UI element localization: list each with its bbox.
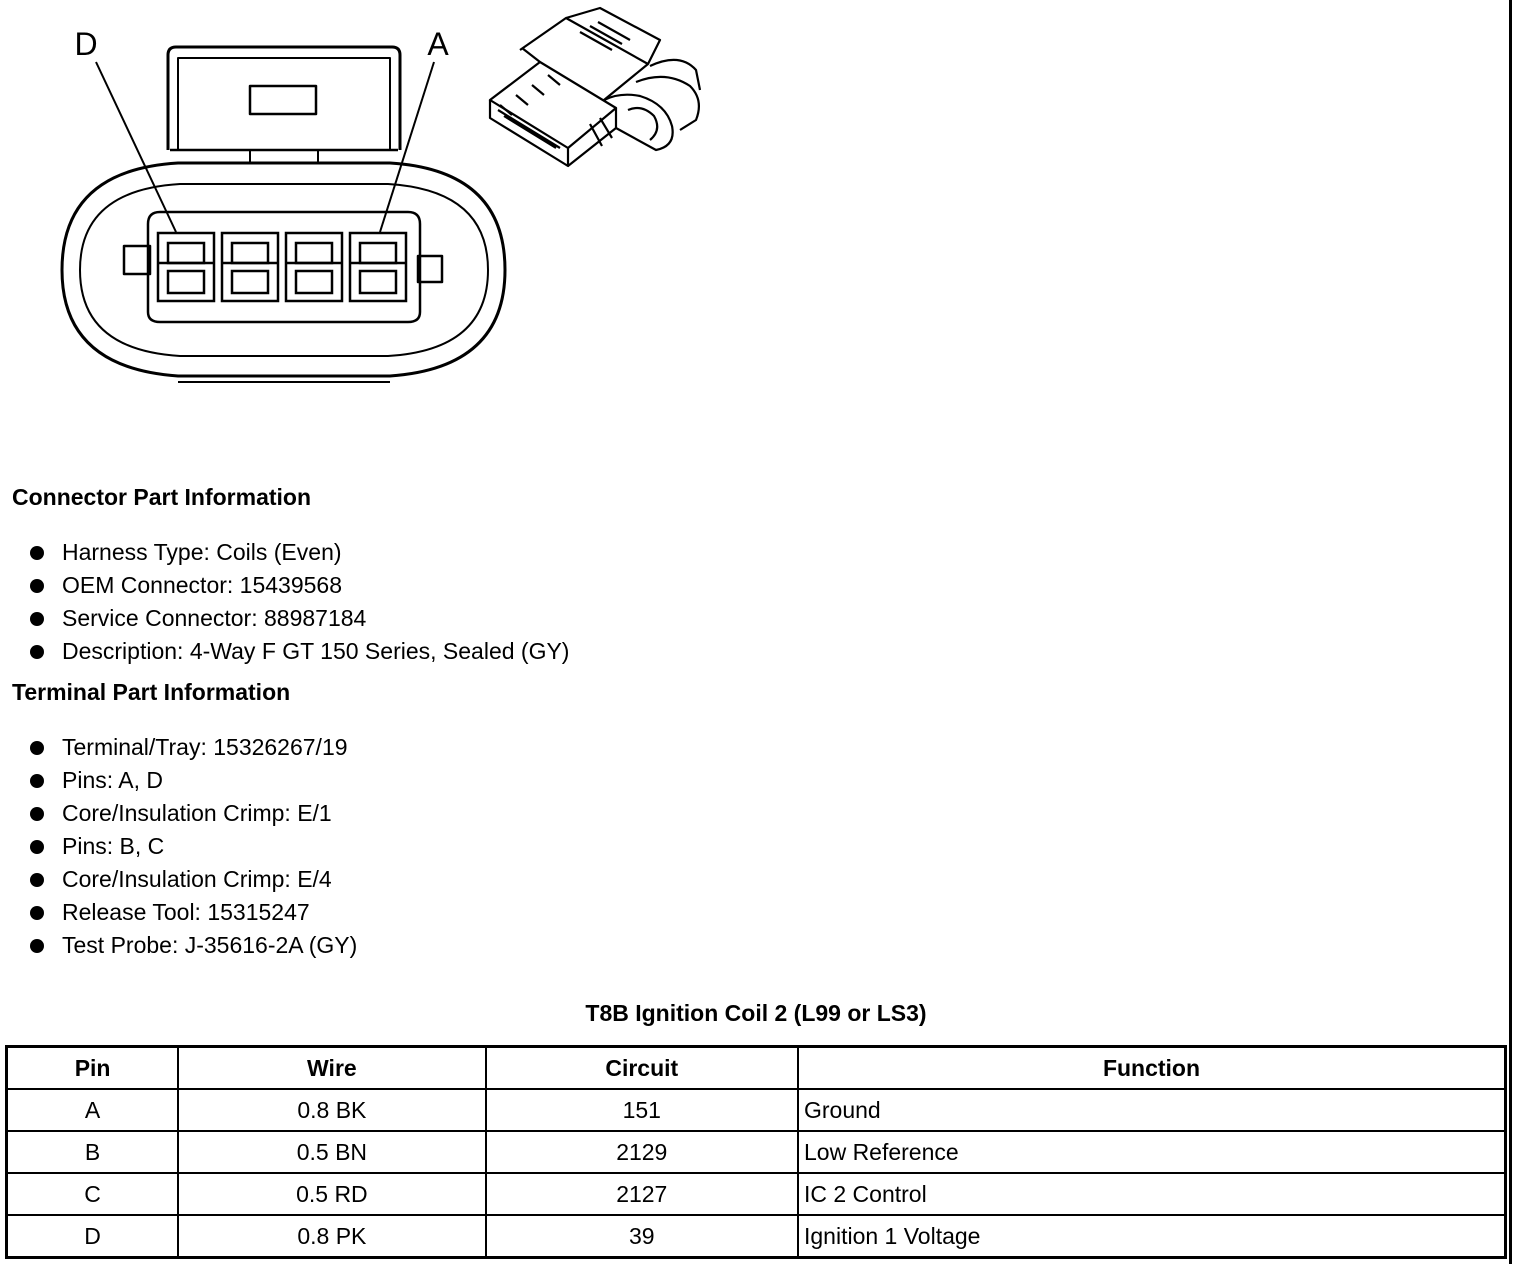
list-item: Description: 4-Way F GT 150 Series, Sealed (GY)	[28, 635, 569, 668]
list-item: Pins: A, D	[28, 764, 357, 797]
table-row	[7, 1131, 1506, 1173]
cell-function: Low Reference	[798, 1131, 1506, 1173]
list-item: Core/Insulation Crimp: E/4	[28, 863, 357, 896]
cell-function: IC 2 Control	[798, 1173, 1506, 1215]
table-row	[7, 1089, 1506, 1131]
connector-diagram	[0, 0, 760, 430]
cell-wire: 0.5 RD	[178, 1173, 485, 1215]
cell-wire: 0.8 BK	[178, 1089, 485, 1131]
list-item: Pins: B, C	[28, 830, 357, 863]
table-row	[7, 1215, 1506, 1258]
cell-pin: D	[7, 1215, 179, 1258]
cell-circuit: 151	[486, 1089, 798, 1131]
connector-iso-view	[490, 8, 700, 166]
connector-info-list	[28, 536, 569, 668]
pin-label-a: A	[427, 26, 449, 62]
cell-pin: A	[7, 1089, 179, 1131]
header-wire: Wire	[178, 1047, 485, 1090]
cell-circuit: 2127	[486, 1173, 798, 1215]
list-item: Release Tool: 15315247	[28, 896, 357, 929]
cell-pin: C	[7, 1173, 179, 1215]
terminal-info-heading: Terminal Part Information	[12, 679, 291, 705]
table-header-row	[7, 1047, 1506, 1090]
cell-wire: 0.5 BN	[178, 1131, 485, 1173]
list-item: Core/Insulation Crimp: E/1	[28, 797, 357, 830]
connector-info-heading: Connector Part Information	[12, 484, 312, 510]
cell-circuit: 39	[486, 1215, 798, 1258]
terminal-info-list	[28, 731, 357, 962]
list-item: Test Probe: J-35616-2A (GY)	[28, 929, 357, 962]
list-item: Harness Type: Coils (Even)	[28, 536, 569, 569]
cell-function: Ignition 1 Voltage	[798, 1215, 1506, 1258]
cell-pin: B	[7, 1131, 179, 1173]
pin-label-d: D	[74, 26, 98, 62]
table-row	[7, 1173, 1506, 1215]
header-pin: Pin	[7, 1047, 179, 1090]
list-item: Terminal/Tray: 15326267/19	[28, 731, 357, 764]
list-item: OEM Connector: 15439568	[28, 569, 569, 602]
cell-circuit: 2129	[486, 1131, 798, 1173]
pin-table	[5, 1045, 1507, 1259]
cell-function: Ground	[798, 1089, 1506, 1131]
cell-wire: 0.8 PK	[178, 1215, 485, 1258]
page-right-border	[1509, 0, 1512, 1264]
header-function: Function	[798, 1047, 1506, 1090]
pin-a-leader	[380, 62, 434, 232]
table-title: T8B Ignition Coil 2 (L99 or LS3)	[585, 1000, 927, 1026]
list-item: Service Connector: 88987184	[28, 602, 569, 635]
header-circuit: Circuit	[486, 1047, 798, 1090]
